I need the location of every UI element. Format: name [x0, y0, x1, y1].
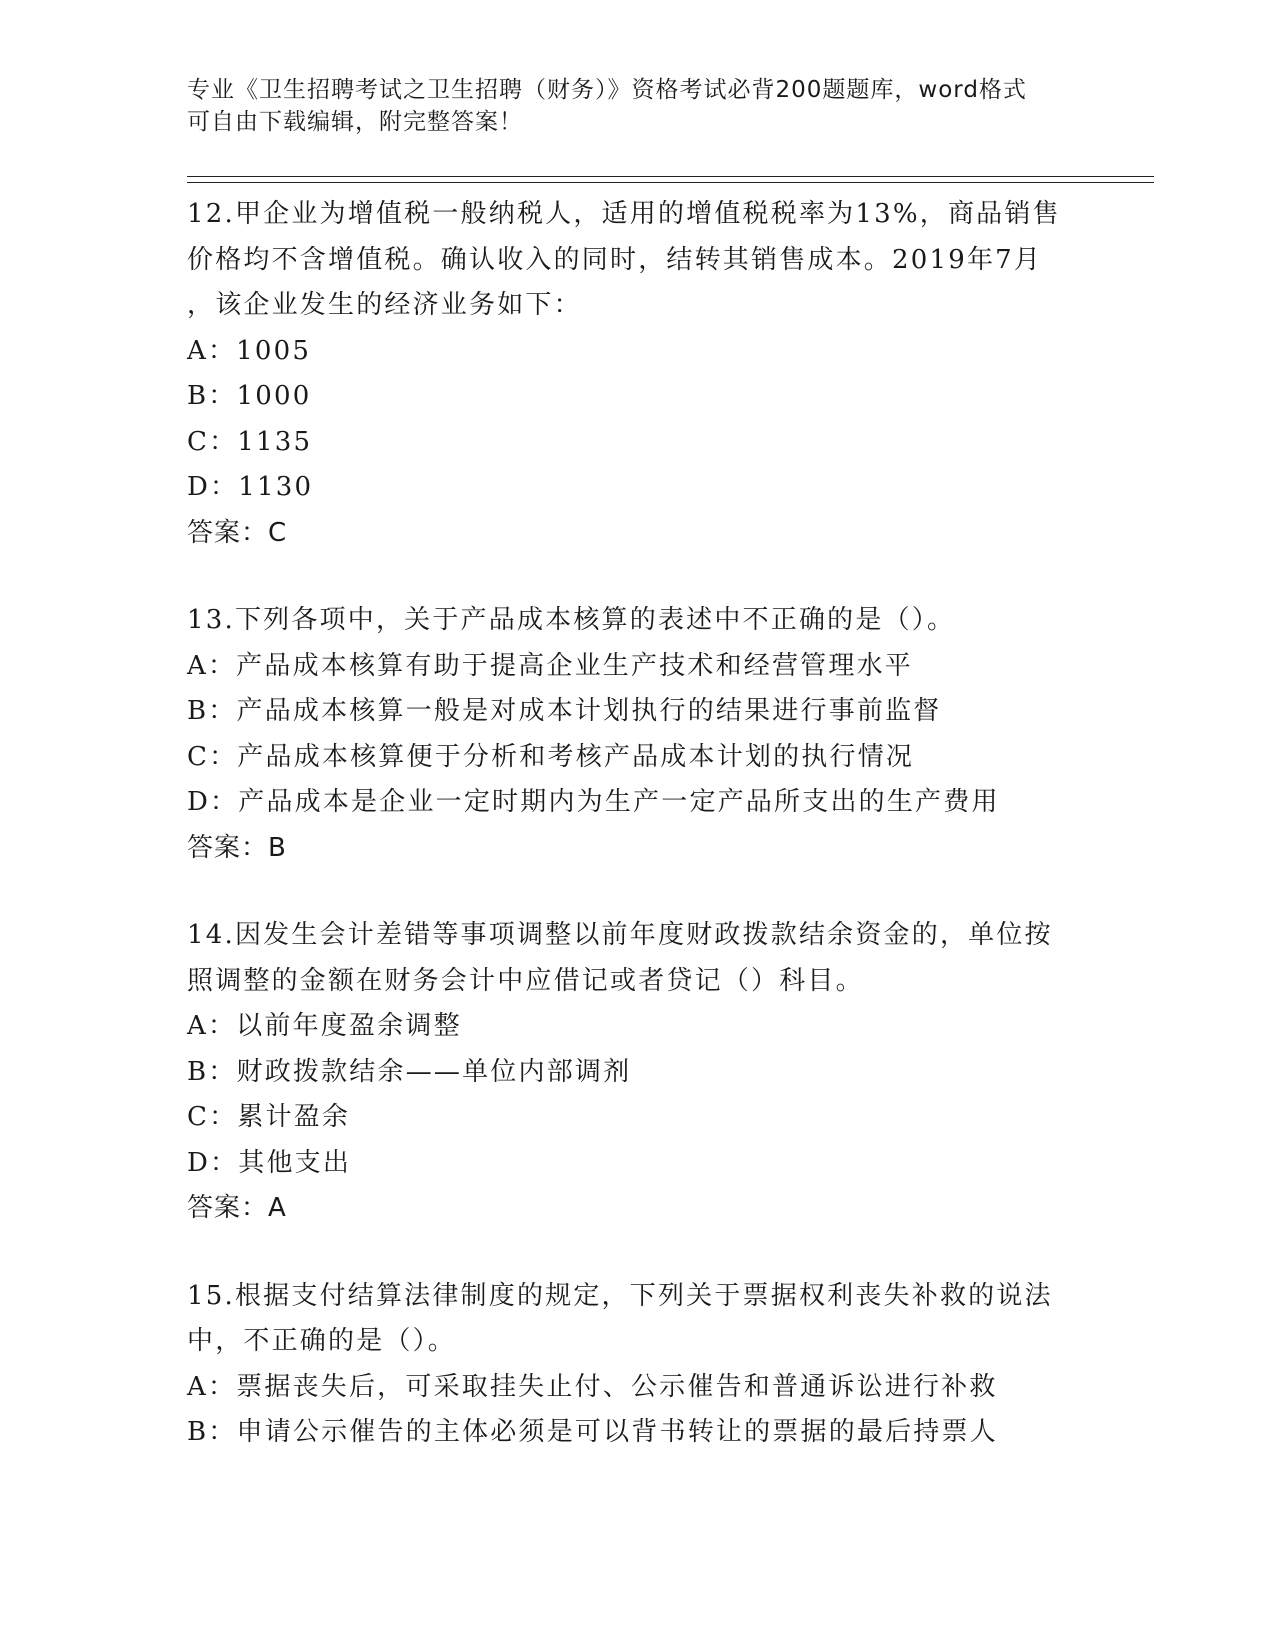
option-c: C：1135 [187, 426, 313, 457]
question-stem-line: 价格均不含增值税。确认收入的同时，结转其销售成本。2019年7月 [187, 244, 1043, 275]
option-b: B：产品成本核算一般是对成本计划执行的结果进行事前监督 [187, 696, 942, 726]
option-b: B：申请公示催告的主体必须是可以背书转让的票据的最后持票人 [187, 1417, 998, 1447]
header-divider-bottom [187, 182, 1154, 183]
option-a: A：票据丧失后，可采取挂失止付、公示催告和普通诉讼进行补救 [187, 1371, 998, 1402]
header-line-1: 专业《卫生招聘考试之卫生招聘（财务）》资格考试必背200题题库，word格式 [187, 77, 1027, 103]
option-a: A：1005 [187, 335, 312, 366]
option-d: D：其他支出 [187, 1147, 352, 1178]
question-15 [187, 1274, 1147, 1456]
question-14 [187, 913, 1147, 1232]
question-stem-line: 照调整的金额在财务会计中应借记或者贷记（）科目。 [187, 965, 864, 996]
document-header [187, 74, 1087, 138]
question-stem-line: 15.根据支付结算法律制度的规定，下列关于票据权利丧失补救的说法 [187, 1280, 1053, 1311]
question-stem-line: 12.甲企业为增值税一般纳税人，适用的增值税税率为13%，商品销售 [187, 199, 1061, 229]
question-13 [187, 598, 1147, 871]
option-c: C：产品成本核算便于分析和考核产品成本计划的执行情况 [187, 741, 915, 772]
option-b: B：1000 [187, 381, 312, 411]
option-d: D：1130 [187, 472, 314, 502]
question-stem-line: ，该企业发生的经济业务如下： [187, 290, 582, 320]
answer: 答案：B [187, 832, 287, 863]
option-a: A：产品成本核算有助于提高企业生产技术和经营管理水平 [187, 650, 913, 681]
answer: 答案：A [187, 1193, 287, 1223]
question-stem-line: 14.因发生会计差错等事项调整以前年度财政拨款结余资金的，单位按 [187, 920, 1053, 950]
header-divider-top [187, 176, 1154, 177]
option-d: D：产品成本是企业一定时期内为生产一定产品所支出的生产费用 [187, 787, 1000, 817]
option-c: C：累计盈余 [187, 1102, 351, 1132]
question-list [187, 192, 1147, 1498]
header-line-2: 可自由下载编辑，附完整答案！ [187, 109, 523, 135]
question-stem-line: 13.下列各项中，关于产品成本核算的表述中不正确的是（）。 [187, 605, 956, 635]
question-stem-line: 中，不正确的是（）。 [187, 1326, 457, 1356]
option-a: A：以前年度盈余调整 [187, 1011, 462, 1041]
option-b: B：财政拨款结余——单位内部调剂 [187, 1056, 632, 1087]
question-12 [187, 192, 1147, 556]
answer: 答案：C [187, 517, 288, 548]
